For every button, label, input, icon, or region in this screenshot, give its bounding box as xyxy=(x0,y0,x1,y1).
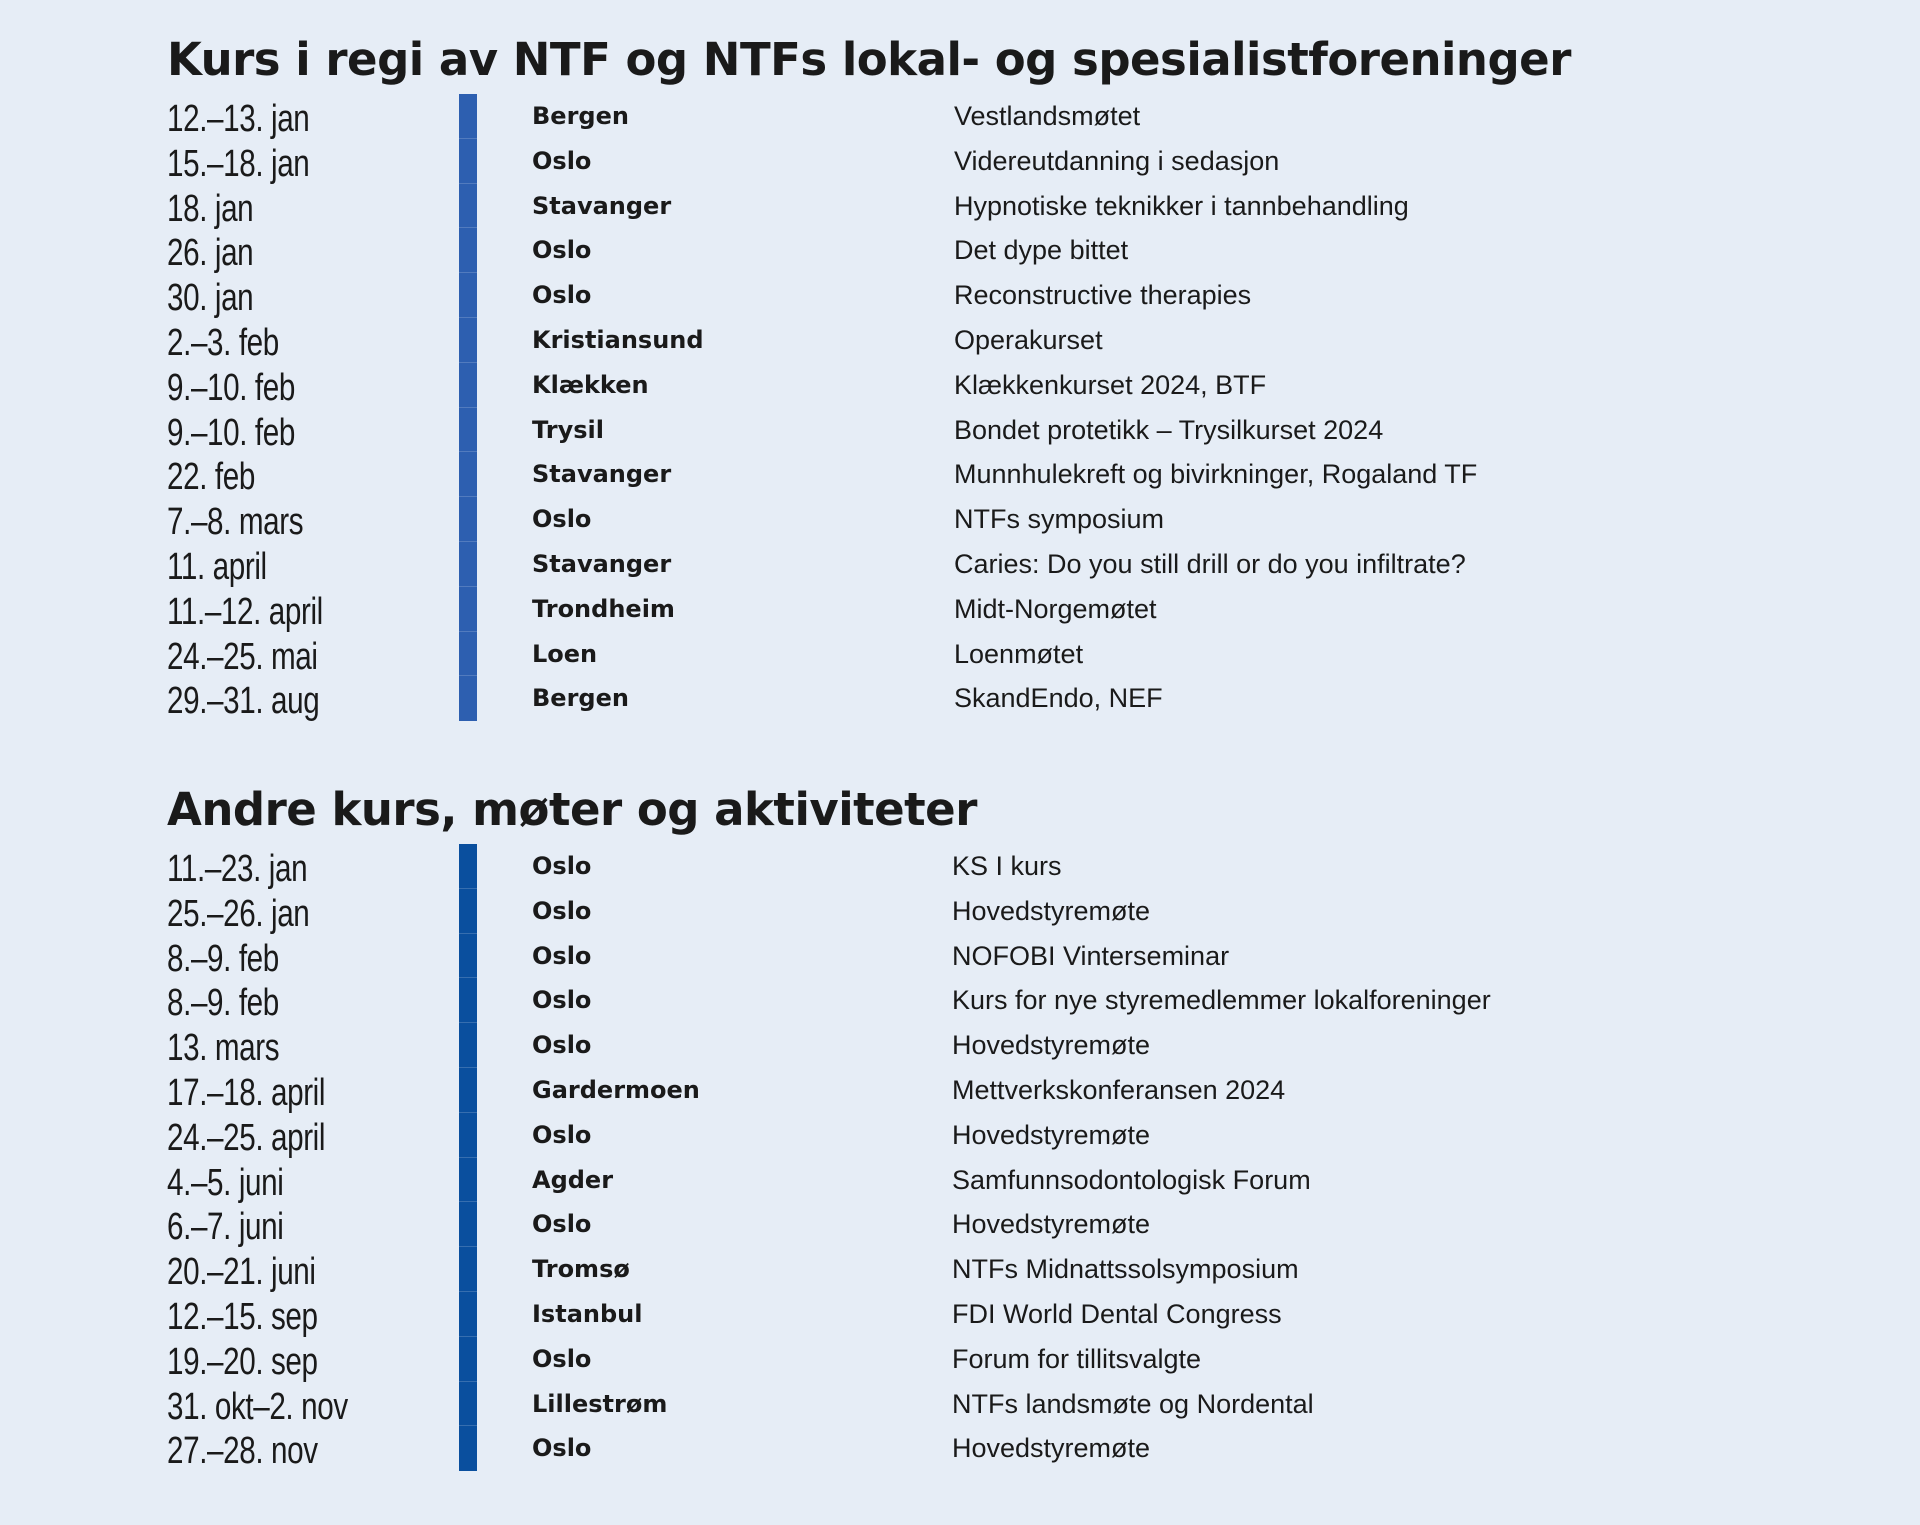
accent-bar xyxy=(459,587,477,632)
event-date: 29.–31. aug xyxy=(167,680,320,723)
event-location: Stavanger xyxy=(532,549,672,578)
event-location: Stavanger xyxy=(532,191,672,220)
list-item xyxy=(167,228,1767,273)
event-date: 11.–12. april xyxy=(167,590,323,633)
event-title: Munnhulekreft og bivirkninger, Rogaland TF xyxy=(954,459,1478,490)
list-item xyxy=(167,889,1767,934)
list-item xyxy=(167,542,1767,587)
event-location: Kristiansund xyxy=(532,325,704,354)
list-item xyxy=(167,978,1767,1023)
event-location: Oslo xyxy=(532,281,592,310)
accent-bar xyxy=(459,1382,477,1427)
event-title: Det dype bittet xyxy=(954,235,1129,266)
event-location: Oslo xyxy=(532,1344,592,1373)
list-item xyxy=(167,587,1767,632)
event-title: Klækkenkurset 2024, BTF xyxy=(954,369,1267,400)
course-list xyxy=(167,94,1767,721)
accent-bar xyxy=(459,139,477,184)
accent-bar xyxy=(459,1202,477,1247)
accent-bar xyxy=(459,1426,477,1471)
accent-bar xyxy=(459,934,477,979)
activity-list xyxy=(167,844,1767,1471)
event-title: Kurs for nye styremedlemmer lokalforeninger xyxy=(952,985,1491,1016)
event-date: 15.–18. jan xyxy=(167,142,310,185)
accent-bar xyxy=(459,1292,477,1337)
event-date: 12.–13. jan xyxy=(167,98,310,140)
event-date: 6.–7. juni xyxy=(167,1206,284,1249)
event-title: NTFs landsmøte og Nordental xyxy=(952,1388,1314,1419)
event-location: Klækken xyxy=(532,370,649,399)
list-item xyxy=(167,844,1767,889)
event-title: NOFOBI Vinterseminar xyxy=(952,940,1230,971)
event-location: Bergen xyxy=(532,102,629,130)
list-item xyxy=(167,1292,1767,1337)
event-title: Bondet protetikk – Trysilkurset 2024 xyxy=(954,414,1384,445)
section-title: Kurs i regi av NTF og NTFs lokal- og spesialistforeninger xyxy=(167,33,1571,86)
event-date: 17.–18. april xyxy=(167,1071,326,1114)
event-location: Oslo xyxy=(532,1120,592,1149)
accent-bar xyxy=(459,1158,477,1203)
accent-bar xyxy=(459,228,477,273)
accent-bar xyxy=(459,889,477,934)
event-location: Stavanger xyxy=(532,460,672,489)
event-date: 25.–26. jan xyxy=(167,892,310,935)
event-date: 9.–10. feb xyxy=(167,411,295,454)
event-date: 30. jan xyxy=(167,277,254,320)
event-title: NTFs symposium xyxy=(954,504,1165,535)
accent-bar xyxy=(459,844,477,889)
accent-bar xyxy=(459,94,477,139)
accent-bar xyxy=(459,632,477,677)
list-item xyxy=(167,1247,1767,1292)
section-ntf-courses xyxy=(167,30,1767,721)
event-date: 24.–25. april xyxy=(167,1116,326,1159)
accent-bar xyxy=(459,452,477,497)
accent-bar xyxy=(459,318,477,363)
accent-bar xyxy=(459,1247,477,1292)
event-title: Mettverkskonferansen 2024 xyxy=(952,1074,1286,1105)
event-location: Istanbul xyxy=(532,1299,643,1328)
section-other-activities xyxy=(167,780,1767,1471)
list-item xyxy=(167,1337,1767,1382)
event-title: Hovedstyremøte xyxy=(952,1209,1151,1240)
event-title: Samfunnsodontologisk Forum xyxy=(952,1164,1311,1195)
event-date: 11.–23. jan xyxy=(167,848,308,890)
event-date: 20.–21. juni xyxy=(167,1251,316,1294)
event-date: 11. april xyxy=(167,545,267,588)
event-title: Videreutdanning i sedasjon xyxy=(954,145,1280,176)
list-item xyxy=(167,273,1767,318)
accent-bar xyxy=(459,363,477,408)
event-date: 8.–9. feb xyxy=(167,982,279,1025)
list-item xyxy=(167,497,1767,542)
list-item xyxy=(167,676,1767,721)
event-title: Forum for tillitsvalgte xyxy=(952,1343,1202,1374)
event-date: 18. jan xyxy=(167,187,254,230)
event-location: Tromsø xyxy=(532,1255,630,1284)
event-date: 27.–28. nov xyxy=(167,1430,318,1473)
list-item xyxy=(167,632,1767,677)
event-title: Loenmøtet xyxy=(954,638,1084,669)
event-location: Gardermoen xyxy=(532,1075,700,1104)
event-title: Midt-Norgemøtet xyxy=(954,593,1157,624)
event-location: Oslo xyxy=(532,146,592,175)
event-location: Oslo xyxy=(532,1031,592,1060)
event-title: Hovedstyremøte xyxy=(952,1433,1151,1464)
accent-bar xyxy=(459,497,477,542)
event-date: 26. jan xyxy=(167,232,254,275)
event-location: Oslo xyxy=(532,941,592,970)
event-location: Oslo xyxy=(532,505,592,534)
accent-bar xyxy=(459,184,477,229)
event-title: NTFs Midnattssolsymposium xyxy=(952,1254,1299,1285)
event-title: Vestlandsmøtet xyxy=(954,101,1141,131)
accent-bar xyxy=(459,676,477,721)
event-title: Caries: Do you still drill or do you infiltrate? xyxy=(954,548,1466,579)
list-item xyxy=(167,1202,1767,1247)
section-title: Andre kurs, møter og aktiviteter xyxy=(167,783,977,836)
event-title: Hypnotiske teknikker i tannbehandling xyxy=(954,190,1409,221)
event-location: Agder xyxy=(532,1165,614,1194)
event-location: Oslo xyxy=(532,236,592,265)
event-title: Operakurset xyxy=(954,324,1103,355)
accent-bar xyxy=(459,1023,477,1068)
list-item xyxy=(167,452,1767,497)
event-date: 31. okt–2. nov xyxy=(167,1385,348,1428)
accent-bar xyxy=(459,1068,477,1113)
list-item xyxy=(167,1023,1767,1068)
list-item xyxy=(167,94,1767,139)
event-date: 12.–15. sep xyxy=(167,1295,318,1338)
accent-bar xyxy=(459,978,477,1023)
event-title: KS I kurs xyxy=(952,851,1062,881)
accent-bar xyxy=(459,1113,477,1158)
event-location: Trysil xyxy=(532,415,604,444)
list-item xyxy=(167,1426,1767,1471)
event-title: FDI World Dental Congress xyxy=(952,1298,1282,1329)
accent-bar xyxy=(459,542,477,587)
event-date: 19.–20. sep xyxy=(167,1340,318,1383)
event-location: Lillestrøm xyxy=(532,1389,668,1418)
list-item xyxy=(167,318,1767,363)
event-date: 2.–3. feb xyxy=(167,321,279,364)
event-date: 8.–9. feb xyxy=(167,937,279,980)
accent-bar xyxy=(459,408,477,453)
list-item xyxy=(167,1158,1767,1203)
event-date: 13. mars xyxy=(167,1027,280,1070)
list-item xyxy=(167,184,1767,229)
event-location: Oslo xyxy=(532,1210,592,1239)
event-location: Oslo xyxy=(532,852,592,880)
list-item xyxy=(167,363,1767,408)
event-location: Oslo xyxy=(532,1434,592,1463)
event-title: Reconstructive therapies xyxy=(954,280,1252,311)
list-item xyxy=(167,934,1767,979)
event-date: 22. feb xyxy=(167,456,255,499)
accent-bar xyxy=(459,273,477,318)
event-title: SkandEndo, NEF xyxy=(954,683,1163,714)
event-date: 9.–10. feb xyxy=(167,366,295,409)
list-item xyxy=(167,1113,1767,1158)
event-location: Bergen xyxy=(532,684,629,713)
event-location: Loen xyxy=(532,639,598,668)
event-location: Oslo xyxy=(532,986,592,1015)
event-location: Trondheim xyxy=(532,594,675,623)
list-item xyxy=(167,1382,1767,1427)
accent-bar xyxy=(459,1337,477,1382)
event-title: Hovedstyremøte xyxy=(952,1119,1151,1150)
list-item xyxy=(167,139,1767,184)
event-date: 7.–8. mars xyxy=(167,501,304,544)
event-date: 24.–25. mai xyxy=(167,635,318,678)
list-item xyxy=(167,1068,1767,1113)
event-title: Hovedstyremøte xyxy=(952,895,1151,926)
event-date: 4.–5. juni xyxy=(167,1161,284,1204)
list-item xyxy=(167,408,1767,453)
event-location: Oslo xyxy=(532,896,592,925)
event-title: Hovedstyremøte xyxy=(952,1030,1151,1061)
